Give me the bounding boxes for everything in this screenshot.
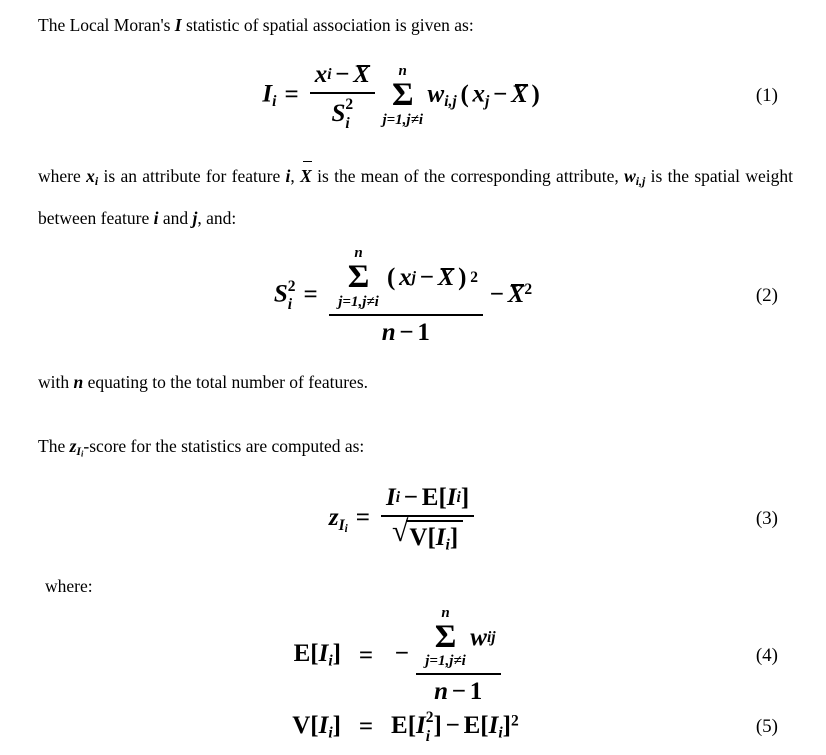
text-run: and bbox=[158, 207, 193, 228]
math-token: − bbox=[445, 712, 460, 740]
math-token: − bbox=[451, 678, 466, 706]
math-token-xbar: X bbox=[511, 80, 528, 108]
sup-sub-stack: 2 i bbox=[425, 709, 434, 745]
equals-sign: = bbox=[358, 713, 374, 741]
math-token: I bbox=[446, 484, 457, 512]
math-token: − bbox=[489, 280, 504, 308]
math-token: i bbox=[328, 724, 333, 742]
equation-number-1: (1) bbox=[755, 85, 778, 106]
math-token: j bbox=[485, 93, 490, 111]
math-token: ] bbox=[460, 484, 470, 512]
sup-sub-stack: 2 i bbox=[345, 96, 354, 132]
fraction bbox=[381, 484, 474, 554]
math-token: x bbox=[472, 80, 486, 108]
math-token: ( bbox=[460, 80, 469, 108]
math-token: i,j bbox=[635, 173, 646, 188]
math-token: I bbox=[435, 524, 446, 552]
sub-group: Ii bbox=[338, 516, 348, 535]
math-token: I bbox=[488, 712, 499, 740]
equation-number-5: (5) bbox=[755, 716, 778, 738]
math-token: i,j bbox=[444, 93, 457, 111]
math-token: = bbox=[284, 80, 299, 108]
equation-1-body bbox=[262, 61, 543, 131]
math-token: S bbox=[331, 100, 346, 127]
math-token: i bbox=[498, 724, 503, 742]
math-token: = bbox=[303, 280, 318, 308]
math-token: E bbox=[391, 712, 408, 740]
math-token-xbar: X bbox=[353, 61, 370, 88]
zscore-paragraph bbox=[38, 435, 790, 465]
fraction bbox=[310, 61, 375, 131]
text-run: is the mean of the corresponding attribute, bbox=[311, 166, 625, 186]
where-paragraph bbox=[45, 575, 790, 597]
math-token-xbar: X bbox=[300, 158, 312, 195]
math-token: x bbox=[86, 166, 95, 186]
equation-5-lhs bbox=[191, 712, 341, 742]
math-token: ] bbox=[433, 712, 442, 740]
text-run: is an attribute for feature bbox=[98, 166, 286, 186]
sup-sub-stack: 2 i bbox=[287, 277, 296, 314]
equation-3-body bbox=[329, 484, 477, 554]
sigma-symbol: Σ bbox=[391, 77, 414, 114]
text-run: statistic of spatial association is given as: bbox=[181, 15, 474, 35]
sigma-symbol: Σ bbox=[434, 618, 457, 655]
math-token: j bbox=[192, 207, 198, 228]
definition-paragraph bbox=[38, 158, 793, 237]
sub-group: Ii bbox=[76, 443, 84, 459]
math-token: ij bbox=[486, 628, 496, 646]
math-token: [ bbox=[427, 524, 436, 552]
math-token: i bbox=[285, 166, 291, 186]
summation bbox=[425, 605, 466, 671]
math-token: [ bbox=[407, 712, 417, 740]
math-token: ) bbox=[531, 80, 540, 108]
equation-number-3: (3) bbox=[755, 508, 778, 530]
math-token: ] bbox=[332, 712, 341, 740]
equation-4 bbox=[38, 604, 778, 707]
aligned-equations bbox=[0, 605, 826, 749]
math-token: ) bbox=[458, 263, 467, 291]
math-token: I bbox=[174, 15, 182, 35]
math-token: i bbox=[445, 536, 450, 554]
sum-lower-limit: j=1,j≠i bbox=[425, 653, 466, 670]
text-run: , and: bbox=[197, 207, 237, 228]
equation-5 bbox=[38, 706, 778, 748]
math-token: I bbox=[262, 80, 273, 108]
equation-4-lhs bbox=[191, 640, 341, 670]
math-token: ] bbox=[502, 712, 511, 740]
text-run: The bbox=[38, 435, 70, 456]
summation bbox=[382, 63, 423, 129]
math-token: ( bbox=[387, 263, 396, 291]
math-token: i bbox=[272, 93, 277, 111]
math-token: 2 bbox=[510, 712, 519, 730]
math-token: E bbox=[463, 712, 481, 740]
math-token: n bbox=[73, 371, 84, 392]
equation-number-2: (2) bbox=[755, 284, 778, 306]
math-token: i bbox=[395, 489, 401, 507]
fraction bbox=[329, 245, 483, 347]
math-token: n bbox=[381, 318, 396, 346]
math-token: x bbox=[399, 263, 412, 291]
fraction bbox=[416, 605, 501, 707]
math-token: I bbox=[318, 640, 329, 668]
math-token: x bbox=[314, 61, 328, 88]
radical-symbol: √ bbox=[391, 515, 409, 549]
math-token: − bbox=[493, 80, 508, 108]
text-run: with bbox=[38, 371, 74, 392]
equals-sign: = bbox=[358, 641, 374, 669]
text-run: , bbox=[290, 166, 301, 186]
intro-paragraph bbox=[38, 0, 790, 36]
math-token: i bbox=[328, 652, 333, 670]
math-token: [ bbox=[480, 712, 489, 740]
math-token: V bbox=[292, 712, 311, 740]
math-token: z bbox=[328, 504, 339, 532]
math-token: V bbox=[409, 524, 428, 552]
text-run: where bbox=[38, 166, 87, 186]
math-token: [ bbox=[310, 712, 319, 740]
math-token-xbar: X bbox=[507, 280, 525, 308]
math-token: = bbox=[355, 504, 370, 532]
math-token: − bbox=[335, 61, 350, 88]
equation-4-rhs bbox=[391, 605, 615, 707]
text-run: is the spatial weight between feature bbox=[38, 166, 793, 228]
math-token: S bbox=[273, 280, 288, 308]
text-run: The Local Moran's bbox=[38, 15, 175, 35]
math-token: 2 bbox=[524, 280, 533, 298]
sum-upper-limit: n bbox=[441, 604, 450, 621]
math-token: I bbox=[318, 712, 329, 740]
math-token: w bbox=[427, 80, 445, 108]
math-token: w bbox=[624, 166, 636, 186]
math-token: − bbox=[403, 484, 419, 512]
equation-5-rhs bbox=[391, 710, 615, 744]
text-run: where: bbox=[45, 575, 93, 596]
sum-upper-limit: n bbox=[354, 244, 363, 261]
sum-lower-limit: j=1,j≠i bbox=[382, 111, 423, 128]
math-token: − bbox=[399, 318, 414, 346]
math-token: − bbox=[394, 640, 409, 668]
math-token: n bbox=[434, 678, 448, 706]
equation-1 bbox=[38, 58, 778, 134]
math-token: i bbox=[456, 489, 461, 507]
math-token: 1 bbox=[417, 318, 430, 346]
math-token: ] bbox=[332, 640, 341, 668]
equation-3 bbox=[38, 484, 778, 554]
math-token: 1 bbox=[469, 678, 483, 706]
sigma-symbol: Σ bbox=[347, 259, 370, 296]
math-token: [ bbox=[310, 640, 319, 668]
features-paragraph bbox=[38, 371, 790, 393]
math-token: 2 bbox=[470, 268, 478, 286]
math-token: [ bbox=[438, 484, 447, 512]
math-token-xbar: X bbox=[437, 263, 455, 291]
sum-lower-limit: j=1,j≠i bbox=[338, 293, 379, 310]
math-token: E bbox=[421, 484, 439, 512]
math-token: i bbox=[327, 66, 332, 83]
square-root bbox=[391, 515, 463, 554]
equation-2-body bbox=[274, 245, 532, 347]
summation bbox=[338, 245, 379, 311]
text-run: equating to the total number of features. bbox=[83, 371, 369, 392]
math-token: I bbox=[416, 712, 426, 740]
math-token: i bbox=[94, 173, 99, 188]
math-token: z bbox=[69, 435, 77, 456]
text-run: -score for the statistics are computed as: bbox=[83, 435, 365, 456]
math-token: E bbox=[293, 640, 311, 668]
math-token: j bbox=[411, 268, 416, 286]
sum-upper-limit: n bbox=[398, 63, 407, 80]
equation-number-4: (4) bbox=[755, 644, 778, 666]
math-token: − bbox=[419, 263, 434, 291]
math-token: I bbox=[385, 484, 396, 512]
equation-2 bbox=[38, 244, 778, 347]
math-token: i bbox=[153, 207, 159, 228]
math-token: ] bbox=[449, 524, 459, 552]
math-token: w bbox=[470, 623, 487, 651]
